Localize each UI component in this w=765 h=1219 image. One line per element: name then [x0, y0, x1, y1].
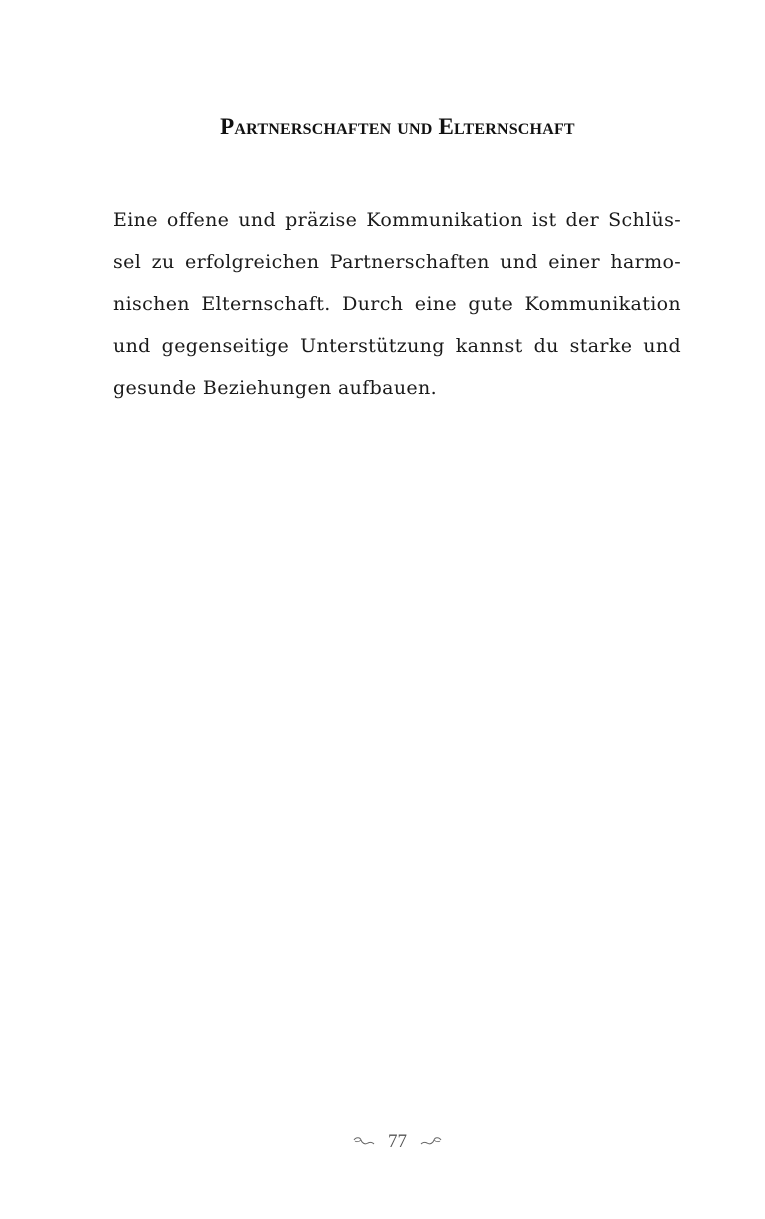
paragraph-line: Eine offene und präzise Kommunikation ist der Schlüs-: [113, 209, 681, 231]
chapter-heading: Partnerschaften und Elternschaft: [220, 114, 575, 139]
page-footer: [0, 1130, 765, 1153]
paragraph-line: nischen Elternschaft. Durch eine gute Kommunikation: [113, 293, 681, 315]
paragraph-line: gesunde Beziehungen aufbauen.: [113, 377, 438, 399]
body-paragraph: [113, 199, 681, 409]
page-number: 77: [388, 1130, 407, 1152]
flourish-left-icon: [353, 1136, 375, 1148]
flourish-right-icon: [420, 1136, 442, 1148]
paragraph-line: und gegenseitige Unterstützung kannst du starke und: [113, 335, 681, 357]
paragraph-line: sel zu erfolgreichen Partnerschaften und einer harmo-: [113, 251, 681, 273]
